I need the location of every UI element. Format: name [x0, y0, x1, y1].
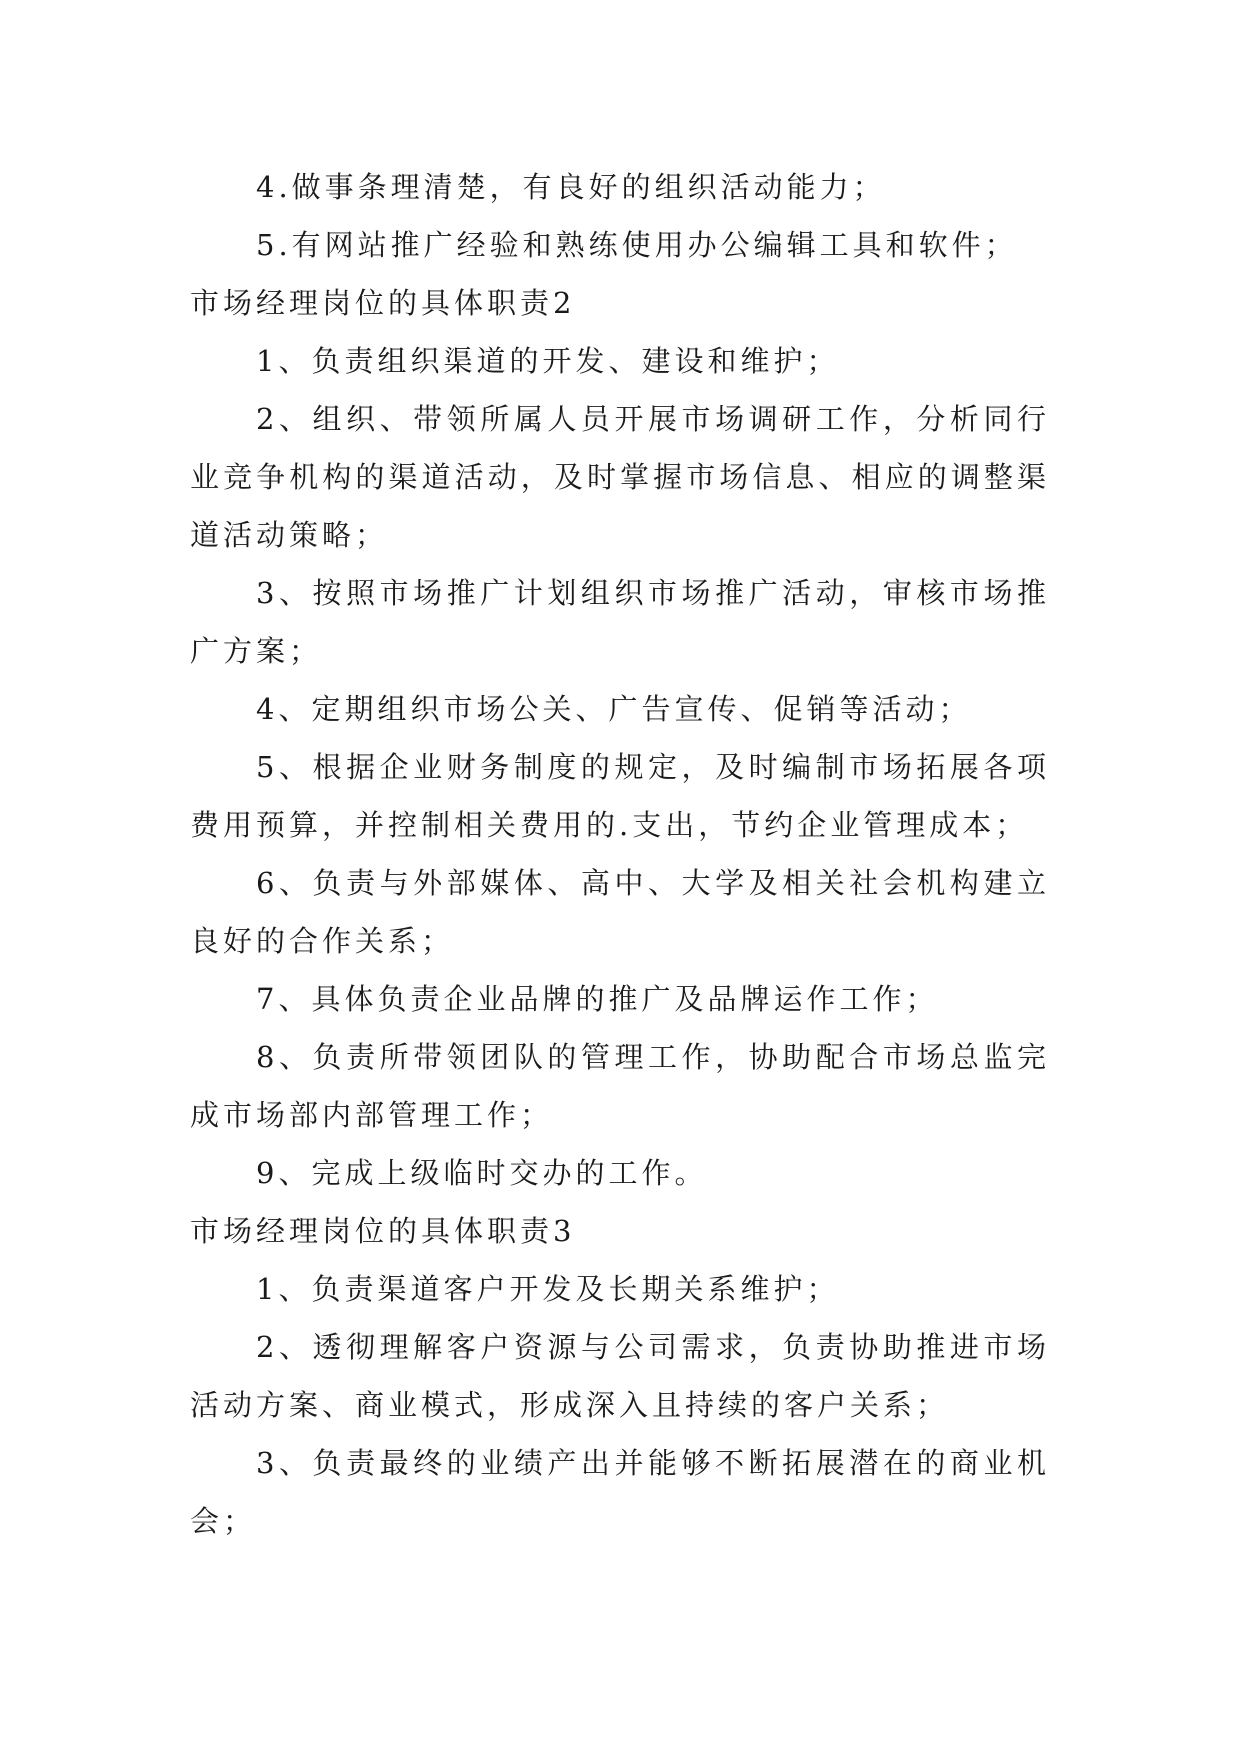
list-item: 1、负责组织渠道的开发、建设和维护；	[256, 344, 840, 378]
list-item: 4.做事条理清楚，有良好的组织活动能力；	[256, 170, 886, 204]
list-item: 3、按照市场推广计划组织市场推广活动，审核市场推广方案；	[190, 576, 1050, 668]
list-item: 2、透彻理解客户资源与公司需求，负责协助推进市场活动方案、商业模式，形成深入且持续的客户关系；	[190, 1330, 1050, 1422]
list-item: 4、定期组织市场公关、广告宣传、促销等活动；	[256, 692, 972, 726]
section-heading: 市场经理岗位的具体职责2	[190, 286, 576, 320]
section-heading: 市场经理岗位的具体职责3	[190, 1214, 576, 1248]
list-item: 7、具体负责企业品牌的推广及品牌运作工作；	[256, 982, 939, 1016]
list-item: 6、负责与外部媒体、高中、大学及相关社会机构建立良好的合作关系；	[190, 866, 1050, 958]
list-item: 5、根据企业财务制度的规定，及时编制市场拓展各项费用预算，并控制相关费用的.支出，节约企业管理成本；	[190, 750, 1050, 842]
list-item: 9、完成上级临时交办的工作。	[256, 1156, 708, 1190]
list-item: 5.有网站推广经验和熟练使用办公编辑工具和软件；	[256, 228, 1018, 262]
list-item: 3、负责最终的业绩产出并能够不断拓展潜在的商业机会；	[190, 1446, 1050, 1538]
list-item: 2、组织、带领所属人员开展市场调研工作，分析同行业竞争机构的渠道活动，及时掌握市场信息、相应的调整渠道活动策略；	[190, 402, 1050, 552]
document-body	[190, 158, 1050, 1550]
list-item: 1、负责渠道客户开发及长期关系维护；	[256, 1272, 840, 1306]
list-item: 8、负责所带领团队的管理工作，协助配合市场总监完成市场部内部管理工作；	[190, 1040, 1050, 1132]
